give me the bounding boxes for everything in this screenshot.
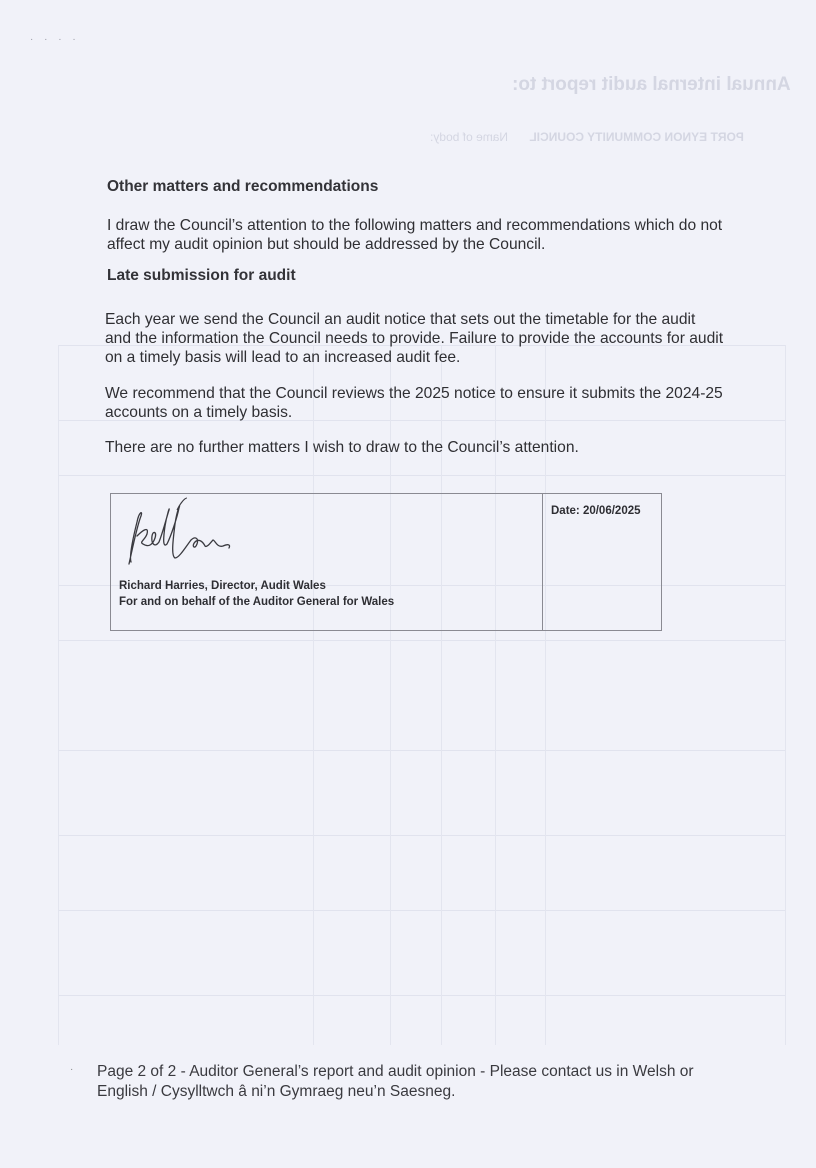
signature-box-divider	[542, 494, 543, 630]
recommendation-paragraph: We recommend that the Council reviews the 2025 notice to ensure it submits the 2024-25 accounts on a timely basis.	[105, 385, 723, 421]
signatory-name: Richard Harries, Director, Audit Wales	[119, 580, 326, 592]
late-submission-heading: Late submission for audit	[107, 267, 296, 284]
signature-box	[110, 493, 662, 631]
handwritten-signature	[119, 496, 259, 576]
closing-paragraph: There are no further matters I wish to draw to the Council’s attention.	[105, 439, 579, 456]
signature-date: Date: 20/06/2025	[551, 505, 641, 517]
other-matters-heading: Other matters and recommendations	[107, 178, 379, 195]
signatory-behalf: For and on behalf of the Auditor General for Wales	[119, 596, 395, 608]
page-footer: Page 2 of 2 - Auditor General’s report and audit opinion - Please contact us in Welsh or English / Cysylltwch â ni’n Gymraeg neu’n Saesneg.	[97, 1063, 694, 1100]
bleed-through-name-value: PORT EYNON COMMUNITY COUNCIL	[529, 130, 744, 144]
bleed-through-name	[430, 130, 744, 144]
other-matters-intro: I draw the Council’s attention to the following matters and recommendations which do not affect my audit opinion but should be addressed by the Council.	[107, 217, 723, 253]
bleed-through-name-label: Name of body:	[430, 130, 509, 144]
scan-mark: ·	[70, 1064, 74, 1075]
bleed-through-title: Annual internal audit report to:	[512, 74, 791, 95]
late-submission-body: Each year we send the Council an audit notice that sets out the timetable for the audit and the information the Council needs to provide. Failure to provide the accounts for audit on a timely basis will lead to an increased audit fee.	[105, 311, 724, 366]
scan-marks: · · · ·	[30, 34, 80, 45]
